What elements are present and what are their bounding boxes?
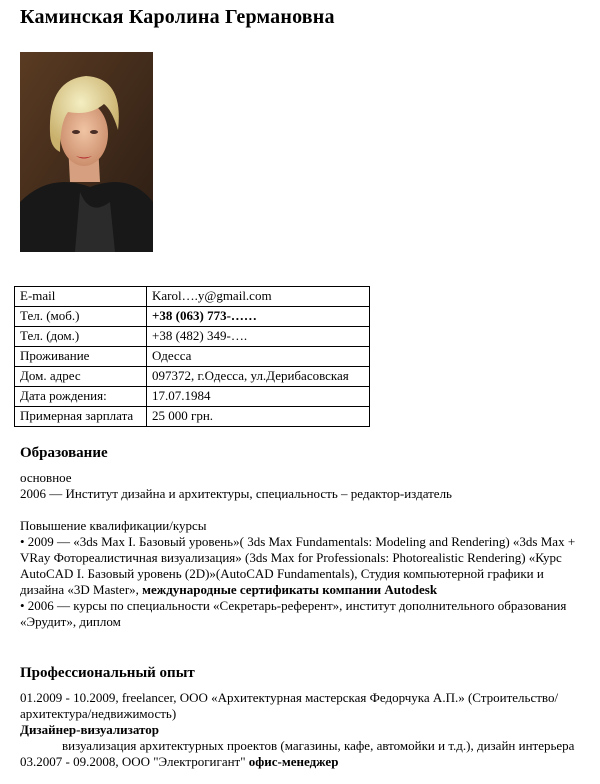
job-title-text: Дизайнер-визуализатор <box>20 722 159 737</box>
contact-label: Проживание <box>15 347 147 367</box>
contact-label: E-mail <box>15 287 147 307</box>
contact-value: 25 000 грн. <box>147 407 370 427</box>
person-name: Каминская Каролина Германовна <box>20 6 335 28</box>
education-heading: Образование <box>20 445 108 461</box>
contact-row <box>15 407 370 427</box>
contact-row <box>15 347 370 367</box>
contact-value: 097372, г.Одесса, ул.Дерибасовская <box>147 367 370 387</box>
course-item: • 2006 — курсы по специальности «Секретарь-референт», институт дополнительного образования «Эрудит», диплом <box>20 598 567 629</box>
contact-table <box>14 286 370 427</box>
job-line: 01.2009 - 10.2009, freelancer, ООО «Архитектурная мастерская Федорчука А.П.» (Строительство/архитектура/недвижимость) <box>20 690 559 721</box>
contact-row <box>15 367 370 387</box>
education-section <box>20 444 580 630</box>
job-line <box>20 754 580 770</box>
contact-row <box>15 287 370 307</box>
contact-label: Дом. адрес <box>15 367 147 387</box>
contact-value: +38 (482) 349-…. <box>147 327 370 347</box>
contact-value: 17.07.1984 <box>147 387 370 407</box>
profile-photo <box>20 52 153 252</box>
job-title <box>20 722 580 738</box>
contact-label: Дата рождения: <box>15 387 147 407</box>
job-line-text: 03.2007 - 09.2008, ООО "Электрогигант" <box>20 754 246 769</box>
contact-label: Тел. (моб.) <box>15 307 147 327</box>
experience-section <box>20 664 580 770</box>
course-text: • 2009 — «3ds Max I. Базовый уровень»( 3ds Max Fundamentals: Modeling and Rendering) «3ds Max + VRay Фотореалистичная визуализация» (3ds Max for Professionals: Photorealistic Rendering) «Курс AutoCAD I. Базовый уровень (2D)»(AutoCAD Fundamentals), Студия компьютерной графики и дизайна «3D Master», <box>20 534 576 597</box>
course-certificate: международные сертификаты компании Autodesk <box>142 582 438 597</box>
job-title-text: офис-менеджер <box>248 754 339 769</box>
contact-value: Одесса <box>147 347 370 367</box>
education-type: основное <box>20 470 72 485</box>
education-entry: 2006 — Институт дизайна и архитектуры, специальность – редактор-издатель <box>20 486 452 501</box>
contact-row <box>15 327 370 347</box>
job-description: визуализация архитектурных проектов (магазины, кафе, автомойки и т.д.), дизайн интерьера <box>62 738 575 753</box>
contact-label: Тел. (дом.) <box>15 327 147 347</box>
contact-row <box>15 387 370 407</box>
contact-value: Karol….y@gmail.com <box>147 287 370 307</box>
course-item <box>20 534 580 598</box>
contact-value: +38 (063) 773-…… <box>147 307 370 327</box>
contact-row <box>15 307 370 327</box>
experience-heading: Профессиональный опыт <box>20 665 195 681</box>
courses-title: Повышение квалификации/курсы <box>20 518 207 533</box>
contact-label: Примерная зарплата <box>15 407 147 427</box>
